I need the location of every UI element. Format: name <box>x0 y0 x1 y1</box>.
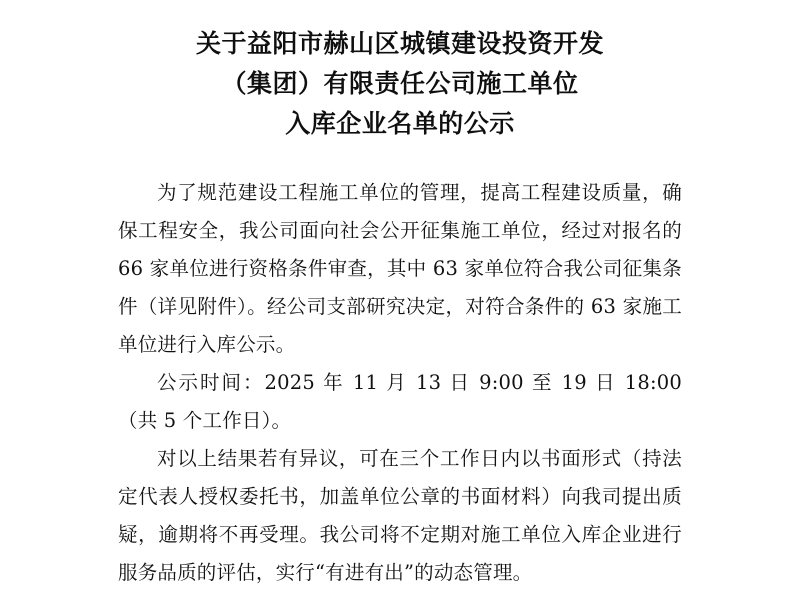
document-body <box>118 174 682 592</box>
title-line-3: 入库企业名单的公示 <box>285 109 515 138</box>
paragraph-2: 公示时间：2025 年 11 月 13 日 9:00 至 19 日 18:00（共 5 个工作日）。 <box>118 371 682 432</box>
title-line-2: （集团）有限责任公司施工单位 <box>221 69 579 98</box>
paragraph-1: 为了规范建设工程施工单位的管理，提高工程建设质量，确保工程安全，我公司面向社会公开征集施工单位，经过对报名的 66 家单位进行资格条件审查，其中 63 家单位符合我公司征集条件（详见附件）。经公司支部研究决定，对符合条件的 63 家施工单位进行入库公示。 <box>118 181 682 356</box>
page-title <box>118 18 682 144</box>
paragraph-3: 对以上结果若有异议，可在三个工作日内以书面形式（持法定代表人授权委托书，加盖单位公章的书面材料）向我司提出质疑，逾期将不再受理。我公司将不定期对施工单位入库企业进行服务品质的评估，实行“有进有出”的动态管理。 <box>118 447 682 584</box>
title-line-1: 关于益阳市赫山区城镇建设投资开发 <box>195 29 604 58</box>
